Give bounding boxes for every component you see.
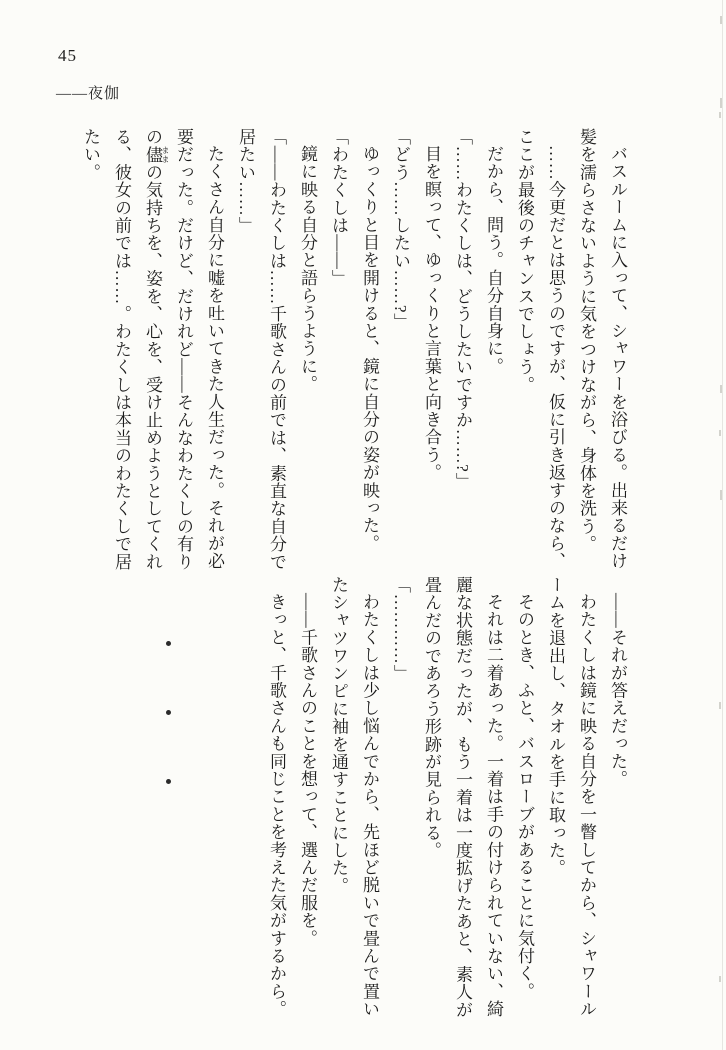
dialogue-paragraph: 「…………」 <box>391 576 410 683</box>
page-bleed-mark <box>719 430 721 436</box>
page-bleed-mark <box>719 702 721 709</box>
text-block-top <box>75 128 633 578</box>
paragraph: ――千歌さんのことを想って、選んだ服を。 <box>298 593 317 947</box>
dialogue-paragraph: 「わたくしは――」 <box>329 128 348 288</box>
page-bleed-mark <box>719 976 721 982</box>
page-number: 45 <box>58 46 77 65</box>
paragraph: わたくしは少し悩んでから、先ほど脱いで畳んで置いたシャツワンピに袖を通すことにした。 <box>329 576 379 1018</box>
dialogue-paragraph: 「……わたくしは、どうしたいですか……?」 <box>453 128 472 491</box>
paragraph: 鏡に映る自分と語らうように。 <box>298 145 317 393</box>
paragraph: わたくしは鏡に映る自分を一瞥してから、シャワールームを退出し、タオルを手に取った。 <box>546 576 596 1018</box>
paragraph: そのとき、ふと、バスローブがあることに気付く。 <box>515 593 534 1001</box>
ruby-furigana: まま <box>161 145 170 164</box>
scene-break-dot-icon <box>166 710 171 715</box>
paragraph-with-ruby <box>75 128 230 578</box>
text-block-bottom <box>261 576 633 1026</box>
paragraph: だから、問う。自分自身に。 <box>484 145 503 376</box>
page-bleed-mark <box>720 490 722 500</box>
chapter-running-header: ――夜伽 <box>56 86 121 102</box>
scene-break-dot-icon <box>166 641 171 646</box>
ruby-after-text: の気持ちを、姿を、心を、受け止めようとしてくれる、彼女の前では……。わたくしは本当のわたくしで居たい。 <box>81 128 162 571</box>
paragraph: きっと、千歌さんも同じことを考えた気がするから。 <box>267 593 286 1018</box>
paragraph: バスルームに入って、シャワーを浴びる。出来るだけ髪を濡らさないように気をつけながら、身体を洗う。 <box>577 128 627 570</box>
paragraph: それは二着あった。一着は手の付けられていない、綺麗な状態だったが、もう一着は一度拡げたあと、素人が畳んだのであろう形跡が見られる。 <box>422 576 503 1019</box>
paragraph: ゆっくりと目を開けると、鏡に自分の姿が映った。 <box>360 145 379 553</box>
dialogue-paragraph: 「どう……したい……?」 <box>391 128 410 331</box>
paragraph: ――それが答えだった。 <box>608 593 627 788</box>
page-bleed-mark <box>720 385 722 393</box>
scene-break-separator <box>166 641 171 784</box>
page-bleed-mark <box>719 112 721 118</box>
page-edge-line <box>722 0 723 1050</box>
page-bleed-mark <box>720 16 722 24</box>
page-bleed-mark <box>720 98 722 108</box>
ruby-annotation <box>143 145 170 164</box>
ruby-before-text: たくさん自分に嘘を吐いてきた人生だった。それが必要だった。だけど、だけれど――そんなわたくしの有りの <box>143 128 224 571</box>
paragraph: 目を瞑って、ゆっくりと言葉と向き合う。 <box>422 145 441 482</box>
dialogue-paragraph: 「――わたくしは……千歌さんの前では、素直な自分で居たい……」 <box>236 128 286 571</box>
paragraph: ……今更だとは思うのですが、仮に引き返すのなら、ここが最後のチャンスでしょう。 <box>515 128 565 570</box>
scene-break-dot-icon <box>166 779 171 784</box>
ruby-base: 儘 <box>143 145 162 164</box>
